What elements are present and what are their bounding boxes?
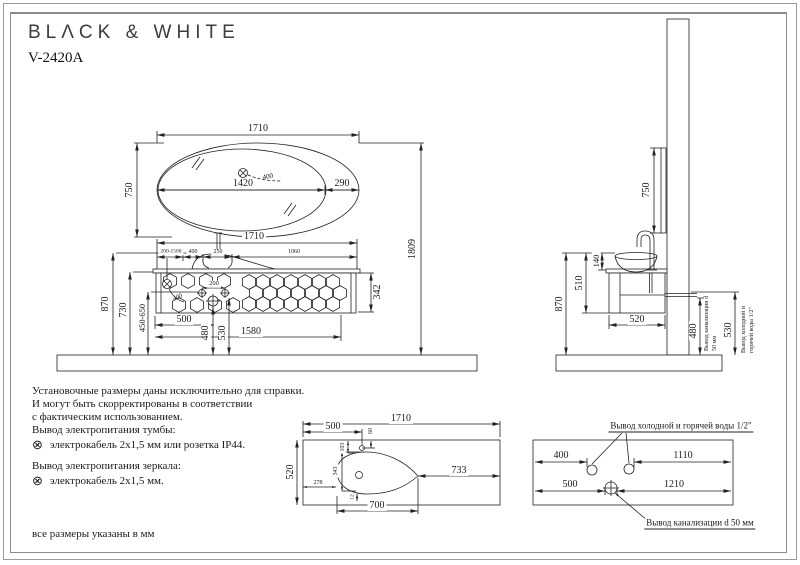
dim-870-side: 870 bbox=[554, 296, 565, 312]
note-line-2: И могут быть скорректированы в соответствии bbox=[32, 398, 253, 410]
dim-500-wall: 500 bbox=[562, 479, 578, 490]
dim-1420: 1420 bbox=[233, 178, 253, 189]
dim-1580: 1580 bbox=[241, 326, 261, 337]
model-number: V-2420A bbox=[28, 50, 84, 66]
floor-side bbox=[556, 355, 722, 371]
brand-logo: BLΛCK & WHITE bbox=[28, 22, 240, 43]
note-line-7 bbox=[32, 473, 164, 489]
note-line-4: Вывод электропитания тумбы: bbox=[32, 424, 176, 436]
dim-row-250: 250 bbox=[213, 249, 223, 255]
dim-1210-wall: 1210 bbox=[664, 479, 684, 490]
dim-400-wall: 400 bbox=[553, 450, 569, 461]
dim-mirror-height: 750 bbox=[124, 182, 135, 198]
dim-1110-wall: 1110 bbox=[673, 450, 693, 461]
sink-front-silhouette bbox=[192, 254, 275, 269]
note-line-3: с фактическим использованием. bbox=[32, 411, 183, 423]
dim-733: 733 bbox=[451, 465, 467, 476]
dim-750-side: 750 bbox=[641, 182, 652, 198]
power-outlet-icon: ⊗ bbox=[32, 473, 43, 488]
dim-730: 730 bbox=[118, 302, 129, 318]
note-line-6: Вывод электропитания зеркала: bbox=[32, 460, 181, 472]
note-line-5 bbox=[32, 437, 245, 453]
dim-343: 343 bbox=[333, 466, 339, 476]
dim-mirror-width: 1710 bbox=[248, 123, 268, 134]
floor-front bbox=[57, 355, 477, 371]
dim-1710-top: 1710 bbox=[391, 413, 411, 424]
dim-500-top: 500 bbox=[325, 421, 341, 432]
vanity-cabinet-side bbox=[609, 273, 665, 313]
footer-note: все размеры указаны в мм bbox=[32, 528, 155, 540]
wall-panel bbox=[667, 19, 689, 355]
dim-diag-400: 400 bbox=[171, 292, 184, 303]
note-line-5-text: электрокабель 2х1,5 мм или розетка IP44. bbox=[49, 439, 246, 451]
drain-outlet-note-side: Вывод канализации d 50 мм bbox=[704, 296, 718, 351]
dim-103: 103 bbox=[340, 442, 346, 452]
dim-200-1500: 200-1500 bbox=[160, 248, 182, 255]
dim-342: 342 bbox=[372, 284, 383, 300]
dim-500-front: 500 bbox=[176, 314, 192, 325]
note-line-1: Установочные размеры даны исключительно для справки. bbox=[32, 385, 305, 397]
dim-520-top: 520 bbox=[285, 464, 296, 480]
wall-outlets-view bbox=[533, 433, 733, 521]
power-outlet-icon: ⊗ bbox=[32, 437, 43, 452]
dim-mirror-outlet-400: 400 bbox=[261, 171, 274, 182]
water-outlet-note-wall: Вывод холодной и горячей воды 1/2" bbox=[610, 420, 752, 431]
dim-vanity-width: 1710 bbox=[244, 231, 264, 242]
dim-200: 200 bbox=[209, 279, 219, 287]
dim-total-height: 1809 bbox=[407, 239, 418, 259]
dim-278: 278 bbox=[313, 480, 323, 486]
dim-480-side: 480 bbox=[688, 323, 699, 339]
dim-140: 140 bbox=[590, 254, 601, 268]
note-line-7-text: электрокабель 2х1,5 мм. bbox=[49, 475, 164, 487]
dim-870-front: 870 bbox=[100, 296, 111, 312]
dim-510: 510 bbox=[574, 275, 585, 291]
dim-530-front: 530 bbox=[217, 325, 228, 341]
dim-530-side: 530 bbox=[723, 322, 734, 338]
dim-700: 700 bbox=[369, 500, 385, 511]
drain-outlet-note-wall: Вывод канализации d 50 мм bbox=[646, 517, 754, 528]
dim-row-400: 400 bbox=[188, 249, 198, 255]
dim-450-650: 450-650 bbox=[136, 303, 147, 333]
dim-12: 12 bbox=[349, 494, 356, 500]
dim-60: 60 bbox=[368, 428, 374, 434]
water-outlet-note-side: Вывод холодной и горячей воды 1/2" bbox=[741, 306, 755, 353]
sink-top-view bbox=[297, 421, 500, 514]
dim-290: 290 bbox=[334, 178, 350, 189]
dim-480-front: 480 bbox=[200, 325, 211, 341]
dim-row-1060: 1060 bbox=[288, 249, 300, 255]
mirror-side-edge bbox=[661, 148, 666, 233]
dim-520-side: 520 bbox=[629, 314, 645, 325]
